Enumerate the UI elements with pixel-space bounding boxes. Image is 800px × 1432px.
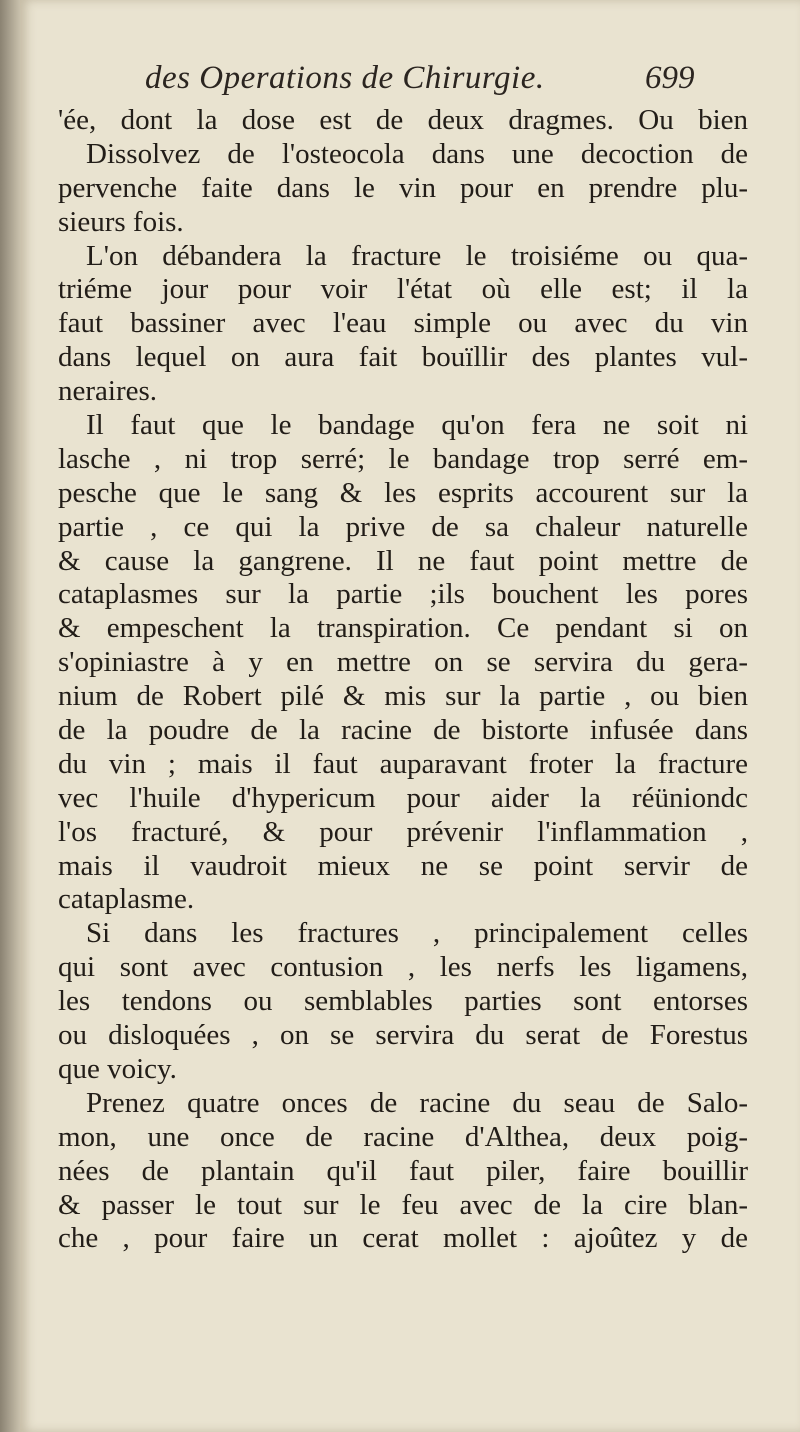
text-line: pervenche faite dans le vin pour en prendre plu- bbox=[58, 171, 748, 204]
text-line: mon, une once de racine d'Althea, deux poig- bbox=[58, 1120, 748, 1153]
text-line: Si dans les fractures , principalement celles bbox=[86, 917, 748, 950]
text-line: & empeschent la transpiration. Ce pendant si on bbox=[58, 612, 748, 645]
text-line: qui sont avec contusion , les nerfs les ligamens, bbox=[58, 951, 748, 984]
text-line: mais il vaudroit mieux ne se point servir de bbox=[58, 849, 748, 882]
page-number: 699 bbox=[645, 60, 695, 96]
text-line: lasche , ni trop serré; le bandage trop serré em- bbox=[58, 442, 748, 475]
text-line: partie , ce qui la prive de sa chaleur naturelle bbox=[58, 510, 748, 543]
text-line: l'os fracturé, & pour prévenir l'inflammation , bbox=[58, 815, 748, 848]
text-line: Dissolvez de l'osteocola dans une decoction de bbox=[86, 137, 748, 170]
text-line: pesche que le sang & les esprits accourent sur la bbox=[58, 476, 748, 509]
text-line: triéme jour pour voir l'état où elle est; il la bbox=[58, 273, 748, 306]
text-line: nium de Robert pilé & mis sur la partie , ou bien bbox=[58, 680, 748, 713]
text-line: les tendons ou semblables parties sont entorses bbox=[58, 985, 748, 1018]
text-line: que voicy. bbox=[58, 1052, 177, 1085]
text-line: ou disloquées , on se servira du serat de Forestus bbox=[58, 1019, 748, 1052]
text-line: sieurs fois. bbox=[58, 205, 184, 238]
text-line: cataplasme. bbox=[58, 883, 195, 916]
text-line: s'opiniastre à y en mettre on se servira du gera- bbox=[58, 646, 748, 679]
text-line: & cause la gangrene. Il ne faut point mettre de bbox=[58, 544, 748, 577]
text-line: du vin ; mais il faut auparavant froter la fracture bbox=[58, 747, 748, 780]
text-line: neraires. bbox=[58, 375, 158, 408]
text-line: faut bassiner avec l'eau simple ou avec du vin bbox=[58, 307, 748, 340]
text-line: cataplasmes sur la partie ;ils bouchent les pores bbox=[58, 578, 748, 611]
text-line: L'on débandera la fracture le troisiéme ou qua- bbox=[86, 239, 748, 272]
book-gutter bbox=[0, 0, 22, 1432]
text-line: vec l'huile d'hypericum pour aider la réüniondc bbox=[58, 781, 748, 814]
body-text bbox=[58, 104, 748, 1256]
text-line: nées de plantain qu'il faut piler, faire bouillir bbox=[58, 1154, 748, 1187]
text-line: 'ée, dont la dose est de deux dragmes. Ou bien bbox=[58, 104, 748, 136]
text-line: che , pour faire un cerat mollet : ajoûtez y de bbox=[58, 1222, 748, 1255]
text-line: de la poudre de la racine de bistorte infusée dans bbox=[58, 714, 748, 747]
book-page bbox=[20, 0, 800, 1432]
running-title: des Operations de Chirurgie. bbox=[145, 60, 545, 96]
text-line: Il faut que le bandage qu'on fera ne soit ni bbox=[86, 409, 748, 442]
text-line: Prenez quatre onces de racine du seau de Salo- bbox=[86, 1086, 748, 1119]
page-header bbox=[20, 60, 800, 104]
text-line: dans lequel on aura fait bouïllir des plantes vul- bbox=[58, 341, 748, 374]
text-line: & passer le tout sur le feu avec de la cire blan- bbox=[58, 1188, 748, 1221]
